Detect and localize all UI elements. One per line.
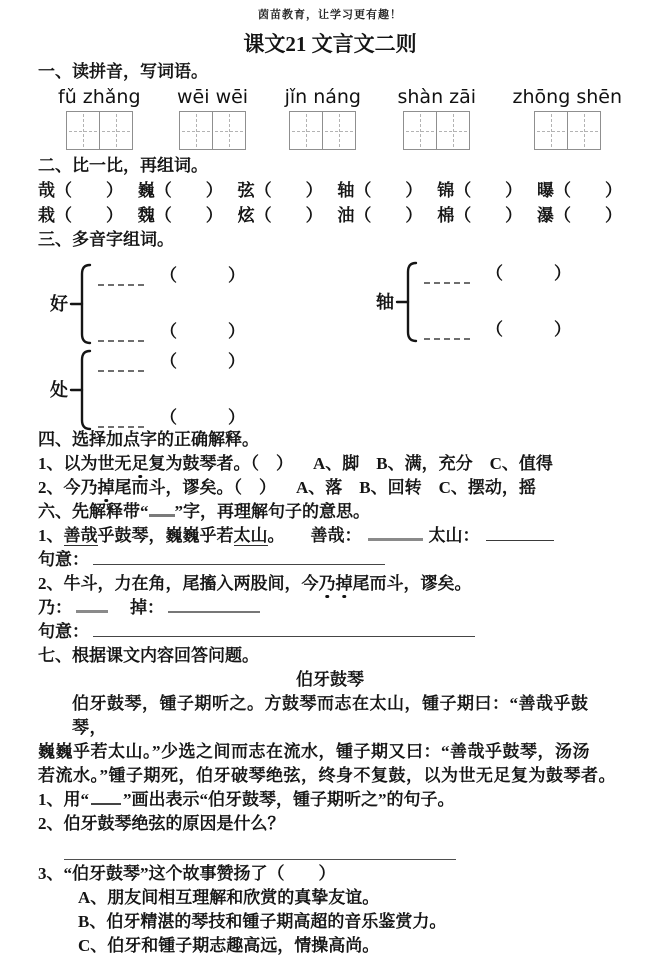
option-a: A、朋友间相互理解和欣赏的真挚友谊。 (78, 888, 380, 907)
compare-item (138, 178, 223, 203)
question-text: 1、用“ (38, 790, 89, 809)
writing-grid[interactable] (179, 111, 246, 150)
answer-paren[interactable]: （ ） (250, 454, 293, 473)
polyphone-row (98, 266, 245, 286)
fill-blank[interactable] (98, 271, 144, 286)
polyphone-char: 好 (50, 294, 68, 314)
compare-item (537, 178, 622, 203)
answer-paren[interactable]: （ ） (454, 181, 523, 200)
polyphone-group-chu (50, 348, 245, 432)
char: 油 (337, 206, 355, 225)
question-text: 1、以为世无 (38, 454, 132, 473)
polyphone-row (424, 264, 571, 284)
compare-item (238, 203, 323, 228)
passage-title: 伯牙鼓琴 (296, 670, 364, 689)
reading-question-2: 2、伯牙鼓琴绝弦的原因是什么？ (38, 814, 285, 833)
writing-grid[interactable] (66, 111, 133, 150)
explain-question-2 (38, 572, 622, 596)
section6-heading (38, 500, 622, 524)
sentence-text: 。 (267, 526, 285, 545)
pinyin-group (513, 86, 622, 150)
answer-paren[interactable]: （ ） (354, 206, 423, 225)
fill-blank[interactable] (424, 325, 470, 340)
char: 巍 (137, 181, 155, 200)
answer-paren[interactable]: （ ） (55, 181, 123, 200)
term-label: 掉： (130, 598, 164, 617)
grid-cell[interactable] (290, 112, 322, 149)
fill-blank[interactable] (98, 357, 144, 372)
answer-paren[interactable]: （ ） (160, 322, 245, 341)
grid-cell[interactable] (436, 112, 469, 149)
reading-question-3: 3、“伯牙鼓琴”这个故事赞扬了（ ） (38, 864, 336, 883)
section2-heading: 二、比一比，再组词。 (38, 156, 208, 175)
answer-paren[interactable]: （ ） (160, 408, 245, 427)
polyphone-rows (98, 352, 245, 428)
fill-blank[interactable] (368, 525, 423, 541)
polyphone-char: 处 (50, 380, 68, 400)
answer-paren[interactable]: （ ） (254, 181, 323, 200)
char: 弦 (237, 181, 255, 200)
compare-row-2 (38, 203, 622, 228)
compare-item (537, 203, 622, 228)
compare-item (437, 178, 522, 203)
section1-heading: 一、读拼音，写词语。 (38, 62, 208, 81)
answer-line[interactable] (64, 836, 456, 860)
page-title: 课文21 文言文二则 (243, 32, 417, 56)
char: 锦 (437, 181, 455, 200)
answer-paren[interactable]: （ ） (254, 206, 323, 225)
compare-item (437, 203, 522, 228)
polyphone-rows (98, 266, 245, 342)
term-answer-row (38, 596, 622, 620)
question-text: 复为鼓琴者。 (148, 454, 251, 473)
meaning-label: 句意： (38, 550, 89, 569)
fill-blank[interactable] (486, 527, 554, 541)
sentence-text: 乎鼓琴，巍巍乎若 (97, 526, 234, 545)
passage-line: 巍巍乎若太山。”少选之间而志在流水，锺子期又曰：“善哉乎鼓琴，汤汤 (38, 742, 590, 761)
fill-blank[interactable] (91, 790, 121, 805)
answer-paren[interactable]: （ ） (486, 264, 571, 283)
char: 曝 (536, 181, 554, 200)
section7-heading: 七、根据课文内容回答问题。 (38, 646, 259, 665)
question-number: 1、 (38, 526, 64, 545)
fill-blank[interactable] (424, 269, 470, 284)
passage-line: 若流水。”锺子期死，伯牙破琴绝弦，终身不复鼓，以为世无足复为鼓琴者。 (38, 766, 616, 785)
explain-question-1 (38, 524, 622, 548)
heading-text: ”字，再理解句子的意思。 (174, 502, 370, 521)
grid-cell[interactable] (404, 112, 436, 149)
choice-question-1 (38, 452, 622, 476)
fill-blank[interactable] (98, 327, 144, 342)
section4-heading: 四、选择加点字的正确解释。 (38, 430, 259, 449)
answer-paren[interactable]: （ ） (553, 206, 622, 225)
answer-paren[interactable]: （ ） (486, 320, 571, 339)
answer-line[interactable] (93, 623, 475, 637)
grid-cell[interactable] (567, 112, 600, 149)
answer-paren[interactable]: （ ） (160, 266, 245, 285)
grid-cell[interactable] (212, 112, 245, 149)
polyphone-row (98, 352, 245, 372)
reading-question-1 (38, 788, 622, 812)
compare-row-1 (38, 178, 622, 203)
compare-item (337, 203, 422, 228)
sentence-text: 尾而斗，谬矣。 (352, 574, 472, 593)
question-text: ”画出表示“伯牙鼓琴，锺子期听之”的句子。 (123, 790, 455, 809)
choice-question-2 (38, 476, 622, 500)
grid-cell[interactable] (535, 112, 567, 149)
writing-grid[interactable] (403, 111, 470, 150)
fill-blank[interactable] (76, 597, 108, 613)
answer-paren[interactable]: （ ） (354, 181, 423, 200)
pinyin-grid-row (38, 86, 622, 150)
pinyin-label: fǔ zhǎng (58, 86, 141, 108)
answer-paren[interactable]: （ ） (454, 206, 523, 225)
dotted-char: 掉 (336, 572, 353, 596)
meaning-label: 句意： (38, 622, 89, 641)
question-text: 尾而斗，谬矣。 (114, 478, 234, 497)
heading-text: 六、先解释带“ (38, 502, 149, 521)
underlined-term: 太山 (233, 526, 268, 545)
term-label: 乃： (38, 598, 72, 617)
grid-cell[interactable] (180, 112, 212, 149)
writing-grid[interactable] (534, 111, 601, 150)
fill-blank[interactable] (149, 501, 175, 517)
question-text: 2、今乃 (38, 478, 98, 497)
grid-cell[interactable] (67, 112, 99, 149)
dotted-char: 足 (132, 452, 149, 476)
term-label: 太山： (428, 526, 480, 545)
answer-paren[interactable]: （ ） (154, 206, 223, 225)
char: 魏 (137, 206, 155, 225)
polyphone-row (98, 408, 245, 428)
dotted-char: 掉 (98, 476, 115, 500)
answer-line[interactable] (93, 551, 385, 565)
brace-icon (70, 348, 92, 432)
char: 哉 (38, 181, 55, 200)
grid-cell[interactable] (99, 112, 132, 149)
underlined-term: 善哉 (63, 526, 98, 545)
compare-item (238, 178, 323, 203)
answer-paren[interactable]: （ ） (55, 206, 123, 225)
answer-paren[interactable]: （ ） (160, 352, 245, 371)
choice-options: A、落 B、回转 C、摆动，摇 (296, 478, 536, 497)
polyphone-char: 轴 (376, 292, 394, 312)
brace-icon (396, 260, 418, 344)
pinyin-group (177, 86, 248, 150)
fill-blank[interactable] (168, 598, 260, 613)
dotted-char: 乃 (319, 572, 336, 596)
compare-item (138, 203, 223, 228)
polyphone-area (38, 252, 622, 428)
pinyin-group (58, 86, 141, 150)
pinyin-label: shàn zāi (397, 86, 477, 108)
char: 栽 (38, 206, 55, 225)
grid-cell[interactable] (322, 112, 355, 149)
polyphone-group-hao (50, 262, 245, 346)
option-c: C、伯牙和锺子期志趣高远，情操高尚。 (78, 936, 380, 955)
pinyin-group (397, 86, 476, 150)
char: 瀑 (536, 206, 554, 225)
pinyin-label: zhōng shēn (512, 86, 622, 108)
compare-item (337, 178, 422, 203)
char: 棉 (437, 206, 455, 225)
section3-heading: 三、多音字组词。 (38, 230, 174, 249)
polyphone-row (424, 320, 571, 340)
brace-icon (70, 262, 92, 346)
fill-blank[interactable] (98, 413, 144, 428)
pinyin-group (285, 86, 361, 150)
term-label: 善哉： (310, 526, 362, 545)
polyphone-row (98, 322, 245, 342)
compare-item (38, 178, 123, 203)
sentence-meaning-1 (38, 548, 622, 572)
sentence-text: 2、牛斗，力在角，尾搐入两股间，今 (38, 574, 319, 593)
header-slogan: 茵苗教育，让学习更有趣！ (258, 9, 402, 21)
writing-grid[interactable] (289, 111, 356, 150)
polyphone-group-zhou (376, 260, 571, 344)
compare-item (38, 203, 123, 228)
answer-paren[interactable]: （ ） (233, 478, 276, 497)
passage-line: 伯牙鼓琴，锺子期听之。方鼓琴而志在太山，锺子期曰：“善哉乎鼓琴， (72, 694, 589, 737)
sentence-meaning-2 (38, 620, 622, 644)
choice-options: A、脚 B、满，充分 C、值得 (313, 454, 553, 473)
char: 炫 (237, 206, 255, 225)
pinyin-label: wēi wēi (177, 86, 249, 108)
polyphone-rows (424, 264, 571, 340)
char: 轴 (337, 181, 355, 200)
answer-paren[interactable]: （ ） (553, 181, 622, 200)
answer-paren[interactable]: （ ） (154, 181, 223, 200)
option-b: B、伯牙精湛的琴技和锺子期高超的音乐鉴赏力。 (78, 912, 447, 931)
pinyin-label: jǐn náng (284, 86, 361, 108)
